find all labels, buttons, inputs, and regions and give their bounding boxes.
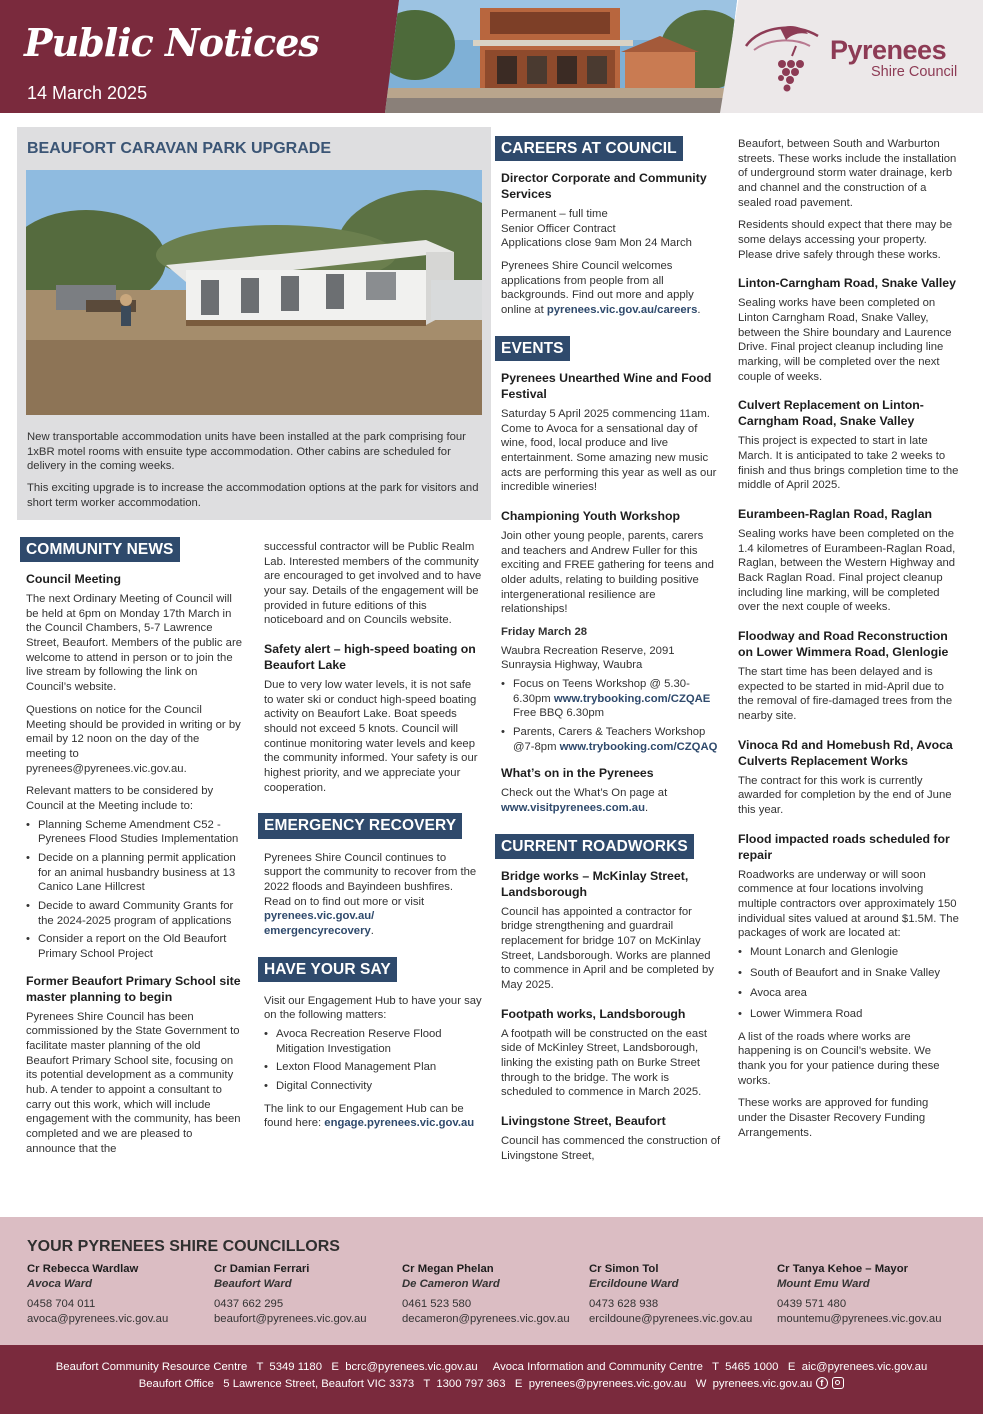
councillor-card — [402, 1262, 587, 1327]
event-venue: Waubra Recreation Reserve, 2091 Sunraysia Highway, Waubra — [501, 644, 675, 672]
paragraph: This project is expected to start in late March. It is anticipated to take 2 weeks to finish and thus brings completion time to the middle of April 2025. — [738, 435, 959, 492]
text: Focus on Teens Workshop @ 5.30-6.30pm — [513, 677, 690, 705]
footer-contact-line: Beaufort Community Resource Centre T 5349 1180 E bcrc@pyrenees.vic.gov.au Avoca Information and Community Centre T 5465 1000 E aic@pyrenees.vic.gov.au — [55, 1361, 928, 1373]
paragraph: Due to very low water levels, it is not safe to water ski or conduct high-speed boating activity on Beaufort Lake. Boat speeds should not exceed 5 knots. Council will continue monitoring water levels and keep the community informed. Your safety is our highest priority, and we appreciate your cooperation. — [264, 679, 478, 794]
councillor-name: Cr Damian Ferrari — [214, 1263, 310, 1275]
item-heading: Flood impacted roads scheduled for repair — [738, 831, 950, 862]
footer-office-text: Beaufort Office 5 Lawrence Street, Beaufort VIC 3373 T 1300 797 363 E pyrenees@pyrenees.vic.gov.au W pyrenees.vic.gov.au — [138, 1378, 813, 1390]
councillor-email[interactable]: decameron@pyrenees.vic.gov.au — [402, 1313, 570, 1326]
item-heading: Safety alert – high-speed boating on Beaufort Lake — [264, 642, 476, 673]
item-heading: Livingstone Street, Beaufort — [501, 1114, 666, 1129]
text: Check out the What’s On page at — [501, 787, 668, 800]
paragraph: Visit our Engagement Hub to have your say on the following matters: — [264, 994, 482, 1022]
councillors-title: YOUR PYRENEES SHIRE COUNCILLORS — [27, 1238, 340, 1255]
item-heading: Championing Youth Workshop — [501, 508, 680, 523]
text: Parents, Carers & Teachers Workshop @7-8pm — [513, 726, 706, 753]
section-heading-community-news: COMMUNITY NEWS — [20, 537, 180, 562]
paragraph: Council has commenced the construction of Livingstone Street, — [501, 1135, 721, 1162]
logo-name: Pyrenees — [830, 35, 947, 65]
job-line: Senior Officer Contract — [501, 222, 616, 235]
event-date: Friday March 28 — [501, 625, 588, 638]
councillor-phone[interactable]: 0439 571 480 — [777, 1298, 847, 1311]
paragraph: Questions on notice for the Council Meeting should be provided in writing or by email by 12 noon on the day of the meeting to pyrenees@pyrenees.vic.gov.au. — [26, 703, 241, 775]
list-item — [501, 677, 721, 721]
paragraph: Relevant matters to be considered by Council at the Meeting include to: — [26, 785, 214, 812]
facebook-icon[interactable]: f — [816, 1377, 828, 1389]
paragraph: The contract for this work is currently awarded for completion by the end of June this year. — [738, 774, 952, 817]
paragraph: successful contractor will be Public Realm Lab. Interested members of the community are encouraged to get involved and to have your say. Details of the engagement will be provided in future editions of this noticeboard and on Councils website. — [264, 541, 482, 627]
paragraph: A footpath will be constructed on the east side of McKinley Street, Landsborough, linking the existing path on Burke Street through to the bridge. The work is scheduled to commence in March 2025. — [501, 1027, 707, 1099]
column-roadworks-continued — [738, 137, 960, 1148]
paragraph — [501, 259, 721, 318]
issue-date: 14 March 2025 — [27, 83, 148, 103]
trybooking-link-parents[interactable]: www.trybooking.com/CZQAQ — [559, 740, 718, 753]
paragraph: Beaufort, between South and Warburton streets. These works include the installation of underground storm water drainage, kerb and channel and the construction of a sealed road pavement. — [738, 138, 957, 209]
text: Free BBQ 6.30pm — [513, 707, 605, 720]
section-heading-have-your-say: HAVE YOUR SAY — [258, 957, 397, 982]
trybooking-link-teens[interactable]: www.trybooking.com/CZQAE — [553, 692, 711, 705]
councillor-email[interactable]: ercildoune@pyrenees.vic.gov.au — [589, 1313, 753, 1326]
paragraph: These works are approved for funding under the Disaster Recovery Funding Arrangements. — [738, 1097, 929, 1139]
councillor-name: Cr Megan Phelan — [402, 1263, 494, 1275]
footer-contact-line — [0, 1377, 983, 1392]
council-logo-icon — [740, 16, 830, 100]
councillor-ward: Ercildoune Ward — [589, 1277, 679, 1290]
paragraph: A list of the roads where works are happening is on Council’s website. We thank you for your patience during these works. — [738, 1030, 940, 1087]
section-heading-events: EVENTS — [495, 336, 570, 361]
councillor-phone[interactable]: 0461 523 580 — [402, 1298, 472, 1311]
councillor-card — [27, 1262, 212, 1327]
repair-locations-list — [738, 945, 960, 1022]
item-heading: Pyrenees Unearthed Wine and Food Festival — [501, 370, 712, 401]
job-line: Permanent – full time — [501, 208, 608, 221]
list-item: • Planning Scheme Amendment C52 - Pyrenees Flood Studies Implementation — [26, 818, 242, 847]
councillor-email[interactable]: mountemu@pyrenees.vic.gov.au — [777, 1313, 942, 1326]
item-heading: Culvert Replacement on Linton-Carngham Road, Snake Valley — [738, 398, 924, 429]
paragraph: Sealing works have been completed on Linton Carngham Road, Snake Valley, between the Shire boundary and Laurence Drive. Final project cleanup including line marking, will be completed over the next couple of weeks. — [738, 297, 952, 383]
item-heading: Footpath works, Landsborough — [501, 1006, 686, 1021]
feature-paragraph: New transportable accommodation units have been installed at the park comprising four 1xBR motel rooms with ensuite type accommodation. Other cabins are scheduled for delivery in the coming weeks. — [27, 431, 466, 473]
column-careers-events — [495, 136, 721, 1171]
item-heading: Former Beaufort Primary School site master planning to begin — [26, 973, 241, 1004]
councillor-ward: Beaufort Ward — [214, 1277, 292, 1290]
page-header — [0, 0, 983, 113]
councillor-ward: De Cameron Ward — [402, 1277, 500, 1290]
councillor-name: Cr Tanya Kehoe – Mayor — [777, 1263, 909, 1275]
feature-title: BEAUFORT CARAVAN PARK UPGRADE — [27, 140, 331, 157]
item-heading: Eurambeen-Raglan Road, Raglan — [738, 507, 933, 522]
have-say-list — [264, 1027, 482, 1094]
councillor-name: Cr Rebecca Wardlaw — [27, 1263, 139, 1275]
list-item: • Decide on a planning permit application for an animal husbandry business at 13 Canico Lane Hillcrest — [26, 851, 242, 895]
paragraph: Join other young people, parents, carers and teachers and Andrew Fuller for this exciting and FREE gathering for teens and older adults, relating to building positive intergenerational resilience are relationships! — [501, 529, 714, 616]
paragraph: Sealing works have been completed on the 1.4 kilometres of Eurambeen-Raglan Road, Raglan, between the Western Highway and Back Raglan Road. Final project cleanup including line marking, will be completed over the next couple of weeks. — [738, 528, 956, 614]
section-heading-careers: CAREERS AT COUNCIL — [495, 136, 683, 161]
logo-subtitle: Shire Council — [871, 64, 958, 80]
engagement-hub-link[interactable]: engage.pyrenees.vic.gov.au — [324, 1117, 475, 1130]
list-item: • Avoca area — [738, 986, 960, 1001]
paragraph: The next Ordinary Meeting of Council will be held at 6pm on Monday 17th March in the Council Chambers, 5-7 Lawrence Street, Beaufort. Members of the public are welcome to attend in person or to join the live stream by following the link on Council’s website. — [26, 593, 243, 694]
feature-text — [27, 430, 482, 517]
page-title: Public Notices — [24, 20, 319, 65]
councillor-email[interactable]: avoca@pyrenees.vic.gov.au — [27, 1313, 169, 1326]
list-item: • South of Beaufort and in Snake Valley — [738, 966, 960, 981]
text: . — [370, 924, 374, 937]
paragraph: Council has appointed a contractor for bridge strengthening and guardrail replacement for bridge 107 on McKinlay Street, Landsborough. Works are planned to commence in April and be completed by May 2025. — [501, 905, 714, 992]
item-heading: Linton-Carngham Road, Snake Valley — [738, 276, 956, 291]
councillor-phone[interactable]: 0437 662 295 — [214, 1298, 284, 1311]
text: . — [697, 304, 701, 317]
caravan-park-photo — [26, 170, 482, 415]
councillor-ward: Mount Emu Ward — [777, 1277, 870, 1290]
text: . — [645, 802, 649, 814]
section-heading-roadworks: CURRENT ROADWORKS — [495, 834, 694, 859]
feature-paragraph: This exciting upgrade is to increase the accommodation options at the park for visitors and short term worker accommodation. — [27, 482, 479, 509]
column-community-continued — [264, 540, 482, 1139]
list-item: • Mount Lonarch and Glenlogie — [738, 945, 960, 960]
text: Pyrenees Shire Council continues to support the community to recover from the 2022 floods and Bayindeen bushfires. Read on to find out more or visit — [264, 851, 477, 908]
paragraph — [264, 851, 482, 939]
paragraph — [264, 1102, 482, 1131]
meeting-matters-list — [26, 818, 242, 962]
list-item: • Consider a report on the Old Beaufort Primary School Project — [26, 932, 242, 961]
workshop-list — [501, 677, 721, 754]
councillor-card — [214, 1262, 399, 1327]
header-photo-building — [385, 0, 737, 113]
councillor-email[interactable]: beaufort@pyrenees.vic.gov.au — [214, 1313, 367, 1326]
councillor-phone[interactable]: 0473 628 938 — [589, 1298, 659, 1311]
instagram-icon[interactable] — [832, 1377, 844, 1389]
paragraph: Residents should expect that there may be some delays accessing your property. Please drive safely through these works. — [738, 219, 953, 261]
paragraph: Roadworks are underway or will soon commence at four locations involving multiple contractors over approximately 150 individual sites valued at around $1.5M. The packages of work are located at: — [738, 868, 959, 940]
column-community — [20, 537, 242, 1164]
item-heading: Vinoca Rd and Homebush Rd, Avoca Culverts Replacement Works — [738, 737, 953, 768]
list-item: • Avoca Recreation Reserve Flood Mitigation Investigation — [264, 1027, 482, 1056]
item-heading: What’s on in the Pyrenees — [501, 766, 654, 781]
careers-link[interactable]: pyrenees.vic.gov.au/careers — [546, 304, 698, 317]
list-item: • Lower Wimmera Road — [738, 1007, 960, 1022]
item-heading: Bridge works – McKinlay Street, Landsborough — [501, 868, 689, 899]
councillor-card — [777, 1262, 962, 1327]
item-heading: Floodway and Road Reconstruction on Lower Wimmera Road, Glenlogie — [738, 629, 949, 660]
visitpyrenees-link[interactable]: www.visitpyrenees.com.au — [501, 802, 645, 814]
councillor-card — [589, 1262, 774, 1327]
section-heading-emergency-recovery: EMERGENCY RECOVERY — [258, 813, 462, 838]
list-item — [501, 725, 721, 754]
paragraph: Pyrenees Shire Council has been commissioned by the State Government to facilitate master planning of the old Beaufort Primary School site, focusing on its potential development as a community hub. A tender to appoint a consultant to carry out this work, which will include engagement with the community, has been completed and we are pleased to announce that the — [26, 1010, 241, 1155]
list-item: • Decide to award Community Grants for the 2024-2025 program of applications — [26, 899, 242, 928]
emergency-recovery-link[interactable]: pyrenees.vic.gov.au/ emergencyrecovery — [264, 910, 375, 937]
text: Pyrenees Shire Council welcomes applications from people from all backgrounds. Find out more and apply online at — [501, 260, 694, 317]
paragraph: The start time has been delayed and is expected to be started in mid-April due to the removal of fire-damaged trees from the nearby site. — [738, 666, 953, 723]
councillor-ward: Avoca Ward — [27, 1277, 93, 1290]
text: The link to our Engagement Hub can be found here: — [264, 1102, 464, 1130]
councillor-name: Cr Simon Tol — [589, 1263, 659, 1275]
list-item: • Digital Connectivity — [264, 1079, 482, 1094]
councillor-phone[interactable]: 0458 704 011 — [27, 1298, 96, 1311]
page-footer — [0, 1345, 983, 1414]
job-line: Applications close 9am Mon 24 March — [501, 237, 692, 250]
item-heading: Council Meeting — [26, 572, 121, 587]
paragraph — [501, 786, 721, 815]
list-item: • Lexton Flood Management Plan — [264, 1060, 482, 1075]
paragraph: Saturday 5 April 2025 commencing 11am. Come to Avoca for a sensational day of wine, food, local produce and live entertainment. Some amazing new music acts are performing this year as well as our incredible wineries! — [501, 407, 717, 494]
item-heading: Director Corporate and Community Services — [501, 171, 707, 202]
